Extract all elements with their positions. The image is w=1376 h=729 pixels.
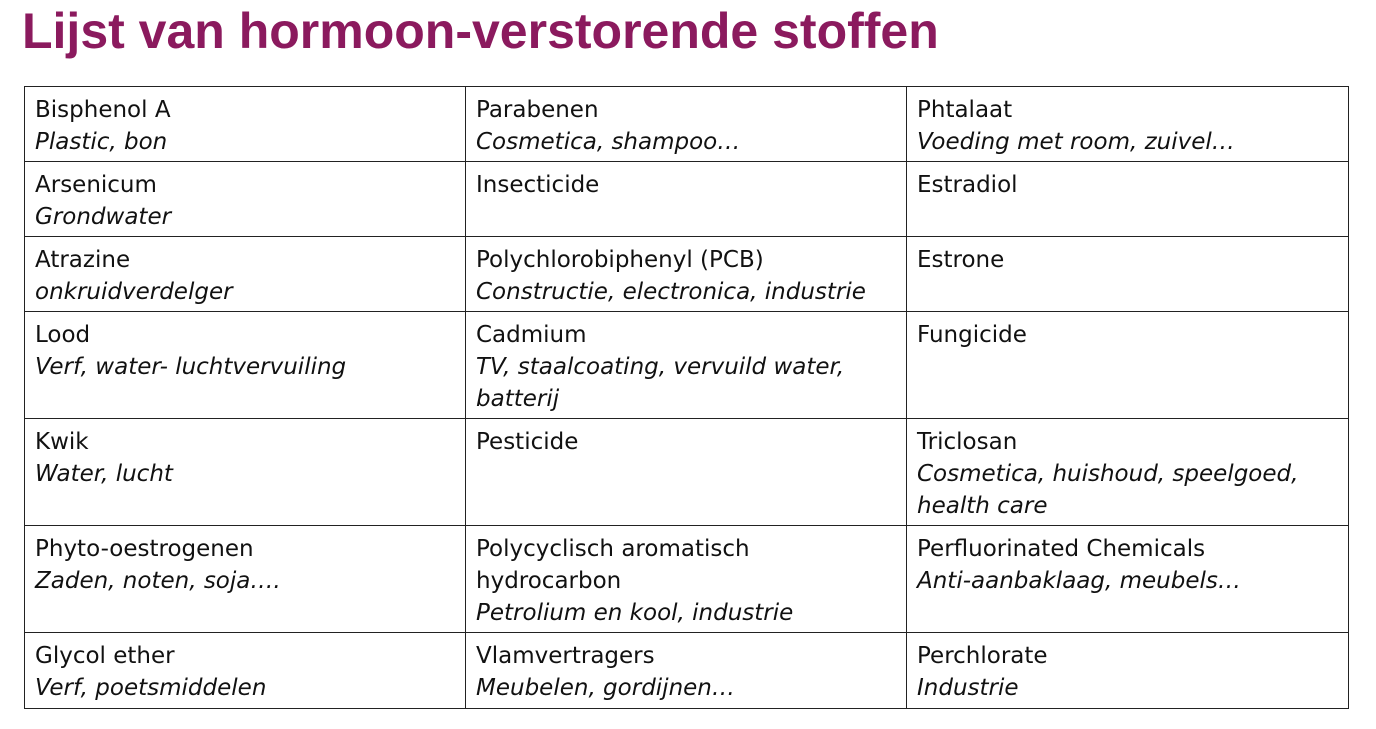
substance-source: Voeding met room, zuivel… — [917, 129, 1235, 155]
table-cell — [466, 419, 907, 526]
table-cell — [25, 419, 466, 526]
substance-name: Kwik — [35, 429, 89, 455]
substance-source: Verf, water- luchtvervuiling — [35, 354, 347, 380]
table-row — [25, 633, 1349, 709]
substance-source: Zaden, noten, soja…. — [35, 568, 281, 594]
table-cell — [907, 162, 1349, 237]
table-cell — [907, 526, 1349, 633]
substance-name: Estradiol — [917, 172, 1018, 198]
substance-name: Glycol ether — [35, 643, 175, 669]
substance-source: Plastic, bon — [35, 129, 168, 155]
table-cell — [907, 87, 1349, 162]
substance-name: Phtalaat — [917, 97, 1013, 123]
substance-name: Perfluorinated Chemicals — [917, 536, 1206, 562]
substance-source: onkruidverdelger — [35, 279, 233, 305]
substance-source: Cosmetica, huishoud, speelgoed, health care — [917, 461, 1299, 519]
substance-source: Constructie, electronica, industrie — [476, 279, 866, 305]
substance-name: Atrazine — [35, 247, 131, 273]
substance-source: TV, staalcoating, vervuild water, batterij — [476, 354, 845, 412]
substance-name: Perchlorate — [917, 643, 1048, 669]
table-cell — [907, 237, 1349, 312]
table-row — [25, 162, 1349, 237]
table-row — [25, 312, 1349, 419]
table-row — [25, 87, 1349, 162]
table-cell — [25, 237, 466, 312]
substance-name: Estrone — [917, 247, 1005, 273]
table-cell — [466, 633, 907, 709]
table-row — [25, 419, 1349, 526]
table-row — [25, 237, 1349, 312]
table-cell — [466, 87, 907, 162]
substance-name: Arsenicum — [35, 172, 157, 198]
table-cell — [466, 162, 907, 237]
substance-name: Parabenen — [476, 97, 599, 123]
table-cell — [907, 633, 1349, 709]
substance-name: Polycyclisch aromatisch hydrocarbon — [476, 536, 750, 594]
table-cell — [907, 312, 1349, 419]
substance-name: Lood — [35, 322, 91, 348]
substance-source: Meubelen, gordijnen… — [476, 675, 735, 701]
substance-name: Cadmium — [476, 322, 587, 348]
substance-source: Cosmetica, shampoo… — [476, 129, 741, 155]
substance-name: Triclosan — [917, 429, 1018, 455]
table-row — [25, 526, 1349, 633]
substance-name: Insecticide — [476, 172, 600, 198]
table-cell — [25, 87, 466, 162]
substance-source: Verf, poetsmiddelen — [35, 675, 267, 701]
substance-name: Fungicide — [917, 322, 1027, 348]
substance-name: Bisphenol A — [35, 97, 171, 123]
substance-name: Pesticide — [476, 429, 579, 455]
table-cell — [25, 162, 466, 237]
substance-source: Water, lucht — [35, 461, 173, 487]
substance-name: Phyto-oestrogenen — [35, 536, 254, 562]
table-cell — [25, 526, 466, 633]
table-cell — [466, 526, 907, 633]
table-cell — [466, 312, 907, 419]
substance-source: Petrolium en kool, industrie — [476, 600, 794, 626]
substance-source: Grondwater — [35, 204, 172, 230]
substance-name: Vlamvertragers — [476, 643, 655, 669]
table-cell — [25, 312, 466, 419]
substance-source: Industrie — [917, 675, 1019, 701]
substance-source: Anti-aanbaklaag, meubels… — [917, 568, 1241, 594]
substance-name: Polychlorobiphenyl (PCB) — [476, 247, 764, 273]
table-cell — [907, 419, 1349, 526]
table-cell — [466, 237, 907, 312]
table-cell — [25, 633, 466, 709]
substance-table — [24, 86, 1349, 709]
page-title: Lijst van hormoon-verstorende stoffen — [22, 3, 939, 59]
